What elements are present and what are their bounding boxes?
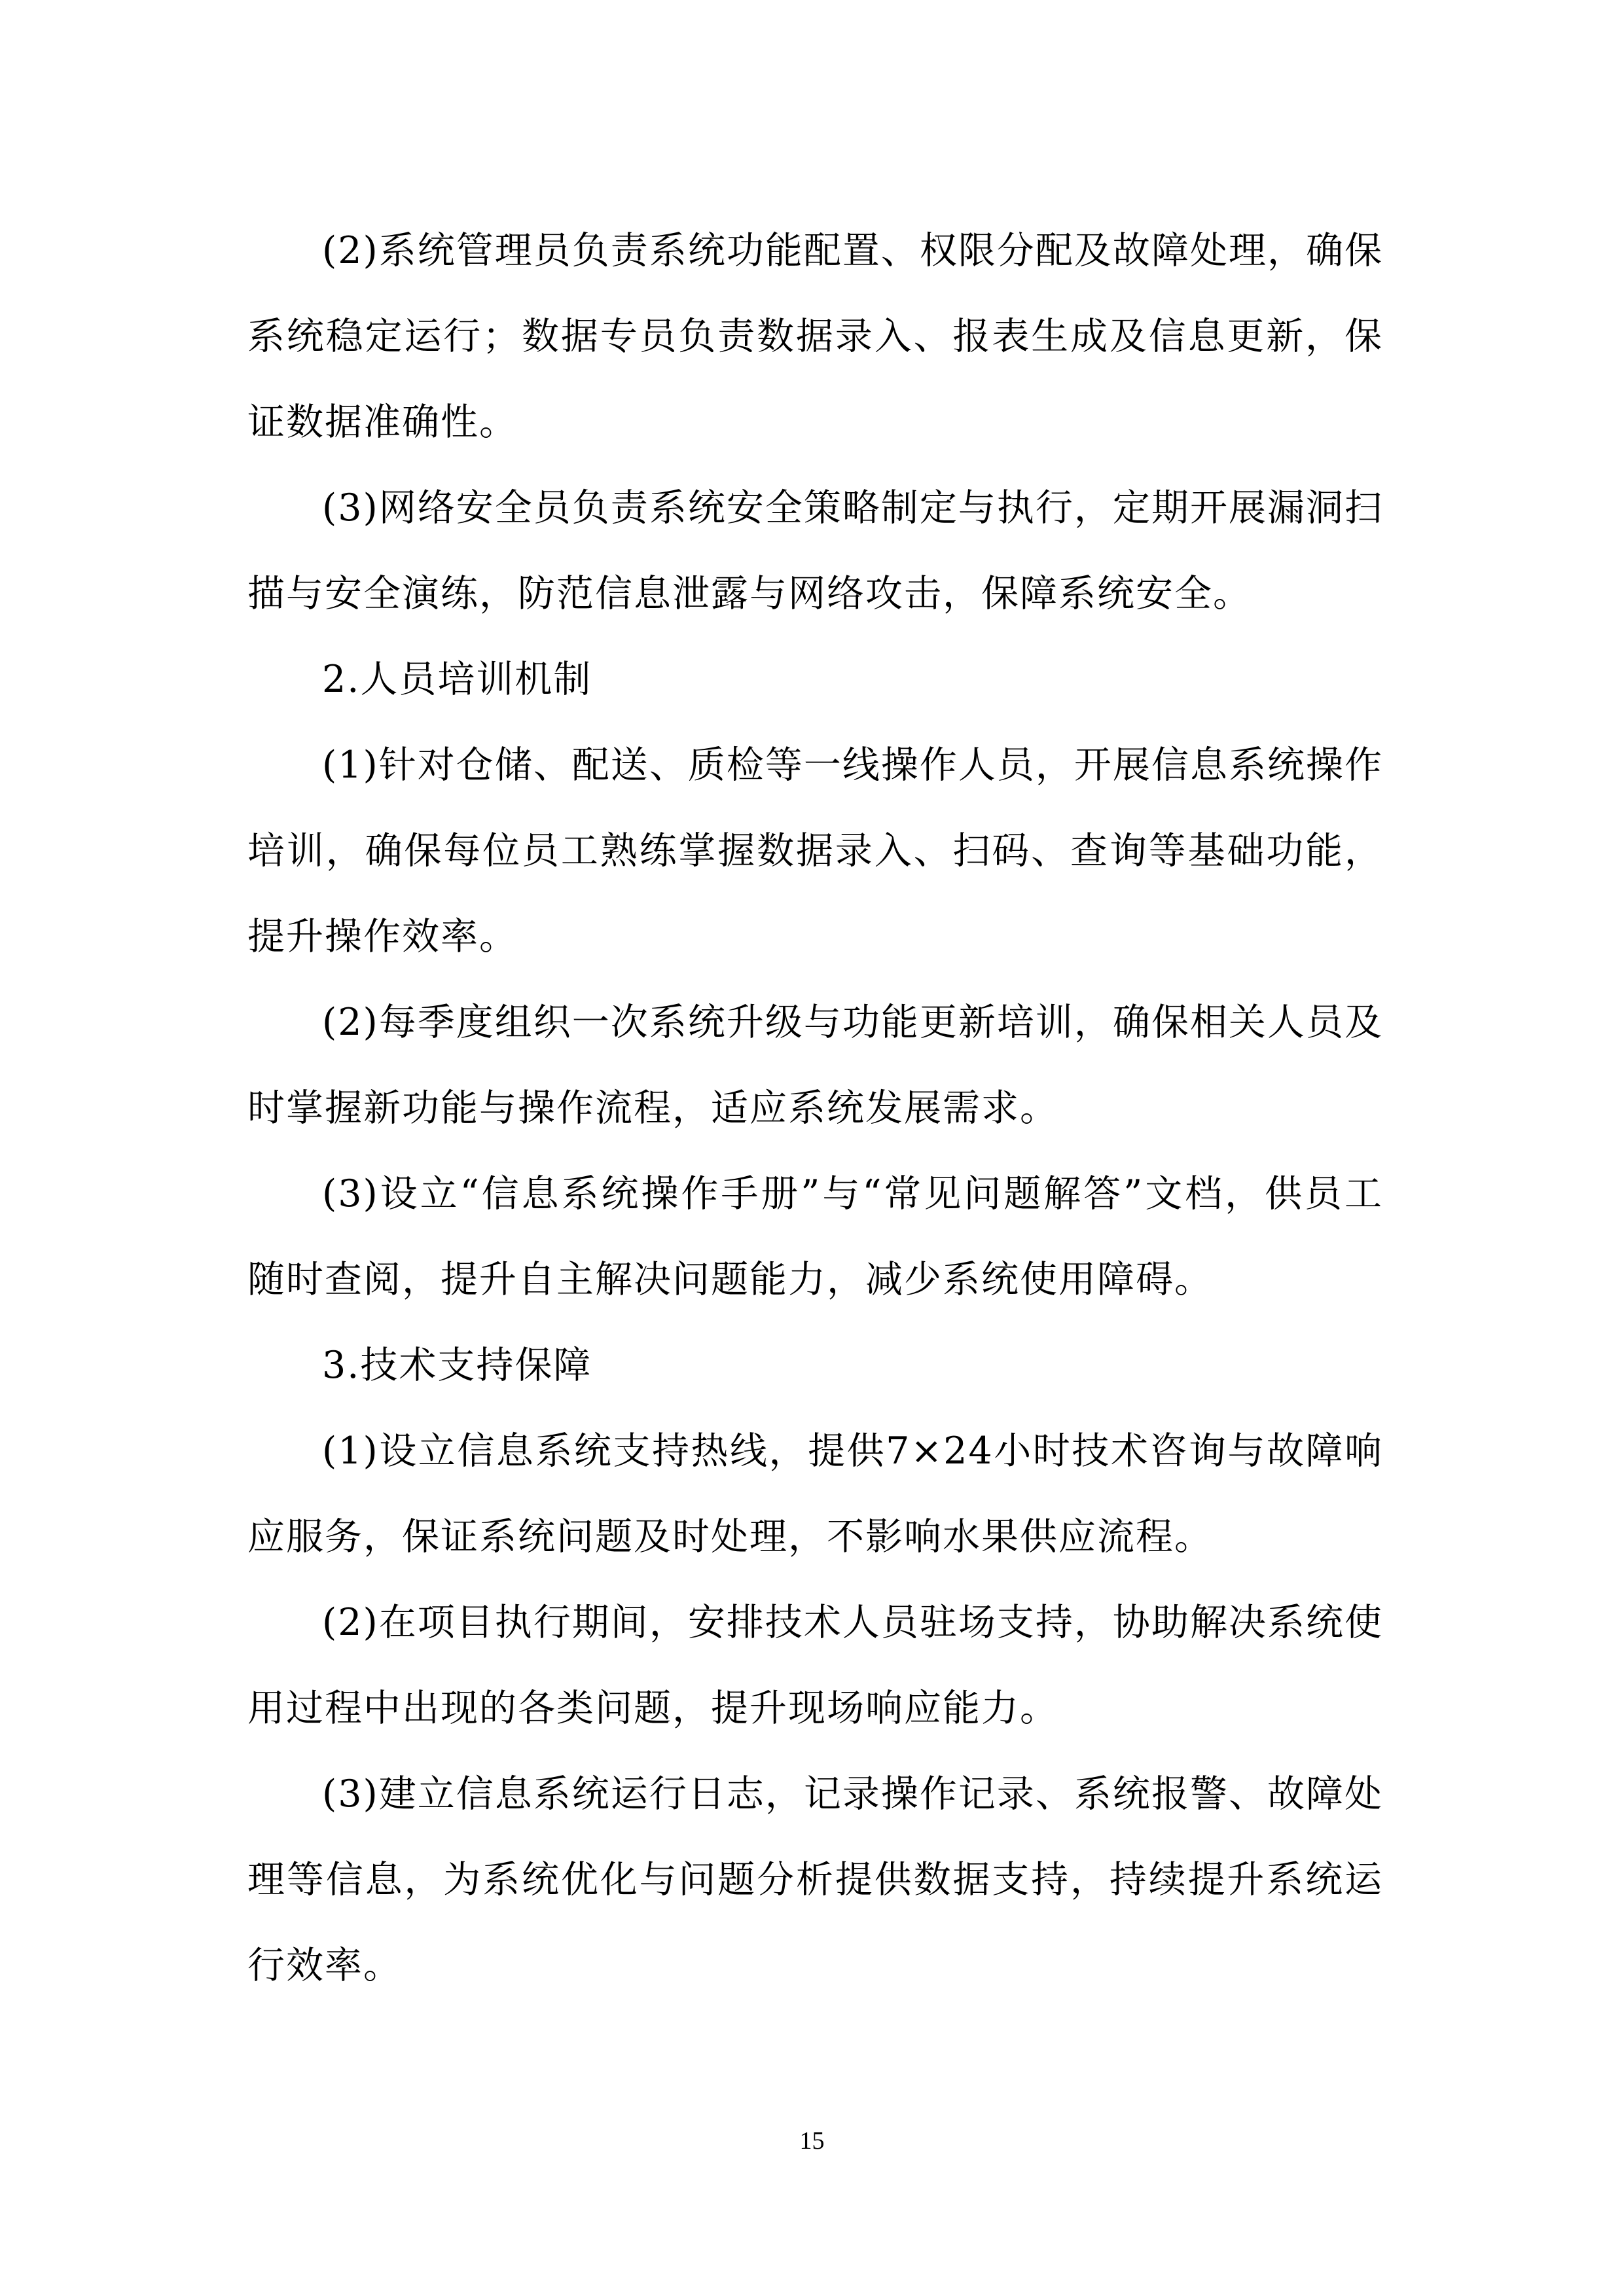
page-number: 15 [799, 2127, 825, 2155]
paragraph-support-3: (3)建立信息系统运行日志，记录操作记录、系统报警、故障处理等信息，为系统优化与问题分析提供数据支持，持续提升系统运行效率。 [247, 1772, 1383, 1987]
paragraph-training-3: (3)设立“信息系统操作手册”与“常见问题解答”文档，供员工随时查阅，提升自主解决问题能力，减少系统使用障碍。 [247, 1172, 1383, 1301]
paragraph-support-2: (2)在项目执行期间，安排技术人员驻场支持，协助解决系统使用过程中出现的各类问题，提升现场响应能力。 [247, 1601, 1383, 1730]
paragraph-support-1: (1)设立信息系统支持热线，提供7×24小时技术咨询与故障响应服务，保证系统问题及时处理，不影响水果供应流程。 [247, 1429, 1383, 1558]
paragraph-admin-roles: (2)系统管理员负责系统功能配置、权限分配及故障处理，确保系统稳定运行；数据专员负责数据录入、报表生成及信息更新，保证数据准确性。 [247, 229, 1383, 444]
document-body [247, 208, 1383, 2009]
heading-tech-support: 3.技术支持保障 [322, 1344, 592, 1387]
paragraph-security-role: (3)网络安全员负责系统安全策略制定与执行，定期开展漏洞扫描与安全演练，防范信息泄露与网络攻击，保障系统安全。 [247, 486, 1383, 615]
paragraph-training-1: (1)针对仓储、配送、质检等一线操作人员，开展信息系统操作培训，确保每位员工熟练掌握数据录入、扫码、查询等基础功能，提升操作效率。 [247, 744, 1383, 958]
heading-training: 2.人员培训机制 [322, 658, 592, 701]
paragraph-training-2: (2)每季度组织一次系统升级与功能更新培训，确保相关人员及时掌握新功能与操作流程，适应系统发展需求。 [247, 1001, 1383, 1130]
